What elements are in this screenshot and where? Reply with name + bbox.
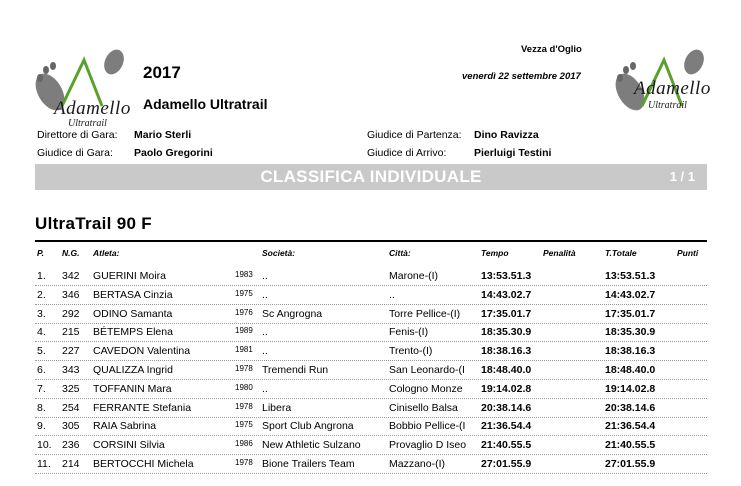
col-city: Città: xyxy=(389,248,411,258)
col-points: Punti xyxy=(677,248,699,258)
judge-value: Paolo Gregorini xyxy=(134,147,213,159)
page-indicator: 1 / 1 xyxy=(669,169,695,184)
row-club: New Athletic Sulzano xyxy=(262,439,361,452)
row-total: 14:43.02.7 xyxy=(605,288,656,301)
row-birth-year: 1978 xyxy=(235,364,253,373)
row-athlete: ODINO Samanta xyxy=(93,307,173,320)
row-city: .. xyxy=(389,288,395,301)
start-judge-value: Dino Ravizza xyxy=(474,129,539,141)
table-row xyxy=(35,361,707,380)
row-time: 14:43.02.7 xyxy=(481,288,532,301)
row-pos: 8. xyxy=(37,401,46,414)
row-time: 20:38.14.6 xyxy=(481,401,532,414)
row-athlete: CAVEDON Valentina xyxy=(93,345,191,358)
row-city: Marone-(I) xyxy=(389,270,439,282)
row-bib: 325 xyxy=(62,382,80,395)
row-city: Bobbio Pellice-(I xyxy=(389,420,466,433)
table-row xyxy=(35,267,707,286)
col-club: Società: xyxy=(262,248,296,258)
row-club: .. xyxy=(262,382,268,395)
row-city: Cinisello Balsa xyxy=(389,401,458,414)
row-city: Provaglio D Iseo xyxy=(389,439,467,452)
row-bib: 292 xyxy=(62,307,80,320)
row-bib: 305 xyxy=(62,420,80,433)
col-pos: P. xyxy=(37,248,44,258)
row-athlete: QUALIZZA Ingrid xyxy=(93,364,173,376)
row-club: .. xyxy=(262,288,268,301)
table-row xyxy=(35,342,707,361)
row-bib: 254 xyxy=(62,401,80,414)
row-city: Torre Pellice-(I) xyxy=(389,307,461,320)
row-athlete: FERRANTE Stefania xyxy=(93,401,192,414)
row-city: Cologno Monze xyxy=(389,382,463,395)
row-athlete: BERTASA Cinzia xyxy=(93,288,173,301)
row-birth-year: 1975 xyxy=(235,420,253,430)
table-row xyxy=(35,436,707,455)
logo-sub: Ultratrail xyxy=(68,118,107,129)
col-total: T.Totale xyxy=(605,248,637,258)
row-time: 21:40.55.5 xyxy=(481,439,532,452)
row-club: Bione Trailers Team xyxy=(262,458,355,470)
event-date: venerdì 22 settembre 2017 xyxy=(462,71,581,82)
col-bib: N.G. xyxy=(62,248,80,258)
event-logo-right xyxy=(612,48,712,132)
row-time: 13:53.51.3 xyxy=(481,270,532,282)
row-birth-year: 1980 xyxy=(235,382,253,392)
row-athlete: RAIA Sabrina xyxy=(93,420,157,433)
row-athlete: CORSINI Silvia xyxy=(93,439,165,452)
row-club: .. xyxy=(262,270,268,282)
table-row xyxy=(35,323,707,342)
row-pos: 7. xyxy=(37,382,46,395)
finish-judge-label: Giudice di Arrivo: xyxy=(367,147,447,159)
row-divider xyxy=(35,473,707,474)
row-pos: 5. xyxy=(37,345,46,358)
row-bib: 346 xyxy=(62,288,80,301)
row-pos: 1. xyxy=(37,270,46,282)
row-athlete: TOFFANIN Mara xyxy=(93,382,172,395)
row-city: San Leonardo-(I xyxy=(389,364,465,376)
table-row xyxy=(35,455,707,474)
logo-name: Adamello xyxy=(54,98,131,119)
row-total: 21:36.54.4 xyxy=(605,420,656,433)
col-athlete: Atleta: xyxy=(93,248,120,258)
logo-name: Adamello xyxy=(634,78,711,99)
row-total: 27:01.55.9 xyxy=(605,458,656,470)
row-time: 27:01.55.9 xyxy=(481,458,532,470)
row-pos: 2. xyxy=(37,288,46,301)
row-bib: 214 xyxy=(62,458,80,470)
results-banner xyxy=(35,164,707,190)
row-time: 18:48.40.0 xyxy=(481,364,532,376)
table-row xyxy=(35,286,707,305)
finish-judge-value: Pierluigi Testini xyxy=(474,147,552,159)
row-club: .. xyxy=(262,326,268,339)
row-total: 18:38.16.3 xyxy=(605,345,656,358)
row-club: Tremendi Run xyxy=(262,364,329,376)
row-birth-year: 1981 xyxy=(235,345,253,355)
row-total: 21:40.55.5 xyxy=(605,439,656,452)
table-row xyxy=(35,380,707,399)
row-birth-year: 1978 xyxy=(235,458,253,467)
row-club: .. xyxy=(262,345,268,358)
judge-label: Giudice di Gara: xyxy=(37,147,113,159)
banner-title: CLASSIFICA INDIVIDUALE xyxy=(260,167,482,186)
row-birth-year: 1978 xyxy=(235,401,253,411)
row-total: 19:14.02.8 xyxy=(605,382,656,395)
row-club: Libera xyxy=(262,401,292,414)
event-logo-left xyxy=(32,48,132,132)
row-total: 18:48.40.0 xyxy=(605,364,656,376)
row-bib: 227 xyxy=(62,345,80,358)
row-time: 21:36.54.4 xyxy=(481,420,532,433)
row-city: Trento-(I) xyxy=(389,345,433,358)
row-athlete: BÉTEMPS Elena xyxy=(93,326,173,339)
row-total: 18:35.30.9 xyxy=(605,326,656,339)
table-row xyxy=(35,305,707,324)
row-time: 18:38.16.3 xyxy=(481,345,532,358)
event-title: Adamello Ultratrail xyxy=(143,96,268,112)
row-birth-year: 1983 xyxy=(235,270,253,279)
row-athlete: GUERINI Moira xyxy=(93,270,166,282)
row-pos: 10. xyxy=(37,439,52,452)
row-club: Sport Club Angrona xyxy=(262,420,354,433)
event-year: 2017 xyxy=(143,63,181,82)
table-row xyxy=(35,417,707,436)
row-pos: 4. xyxy=(37,326,46,339)
row-birth-year: 1989 xyxy=(235,326,253,336)
row-total: 17:35.01.7 xyxy=(605,307,656,320)
row-bib: 215 xyxy=(62,326,80,339)
col-penalty: Penalità xyxy=(543,248,576,258)
row-club: Sc Angrogna xyxy=(262,307,323,320)
start-judge-label: Giudice di Partenza: xyxy=(367,129,462,141)
row-bib: 342 xyxy=(62,270,80,282)
row-total: 20:38.14.6 xyxy=(605,401,656,414)
table-row xyxy=(35,399,707,418)
row-birth-year: 1976 xyxy=(235,307,253,317)
row-total: 13:53.51.3 xyxy=(605,270,656,282)
row-bib: 236 xyxy=(62,439,80,452)
director-label: Direttore di Gara: xyxy=(37,129,118,141)
row-pos: 11. xyxy=(37,458,51,470)
row-time: 18:35.30.9 xyxy=(481,326,532,339)
col-time: Tempo xyxy=(481,248,509,258)
director-value: Mario Sterli xyxy=(134,129,192,141)
row-pos: 3. xyxy=(37,307,46,320)
header-divider xyxy=(35,240,707,242)
logo-sub: Ultratrail xyxy=(648,100,687,111)
row-pos: 6. xyxy=(37,364,46,376)
row-birth-year: 1975 xyxy=(235,288,253,298)
row-bib: 343 xyxy=(62,364,80,376)
row-time: 17:35.01.7 xyxy=(481,307,532,320)
row-pos: 9. xyxy=(37,420,46,433)
event-place: Vezza d'Oglio xyxy=(521,44,582,55)
row-birth-year: 1986 xyxy=(235,439,253,449)
row-city: Mazzano-(I) xyxy=(389,458,446,470)
category-title: UltraTrail 90 F xyxy=(35,214,152,233)
row-athlete: BERTOCCHI Michela xyxy=(93,458,194,470)
row-time: 19:14.02.8 xyxy=(481,382,532,395)
row-city: Fenis-(I) xyxy=(389,326,429,339)
